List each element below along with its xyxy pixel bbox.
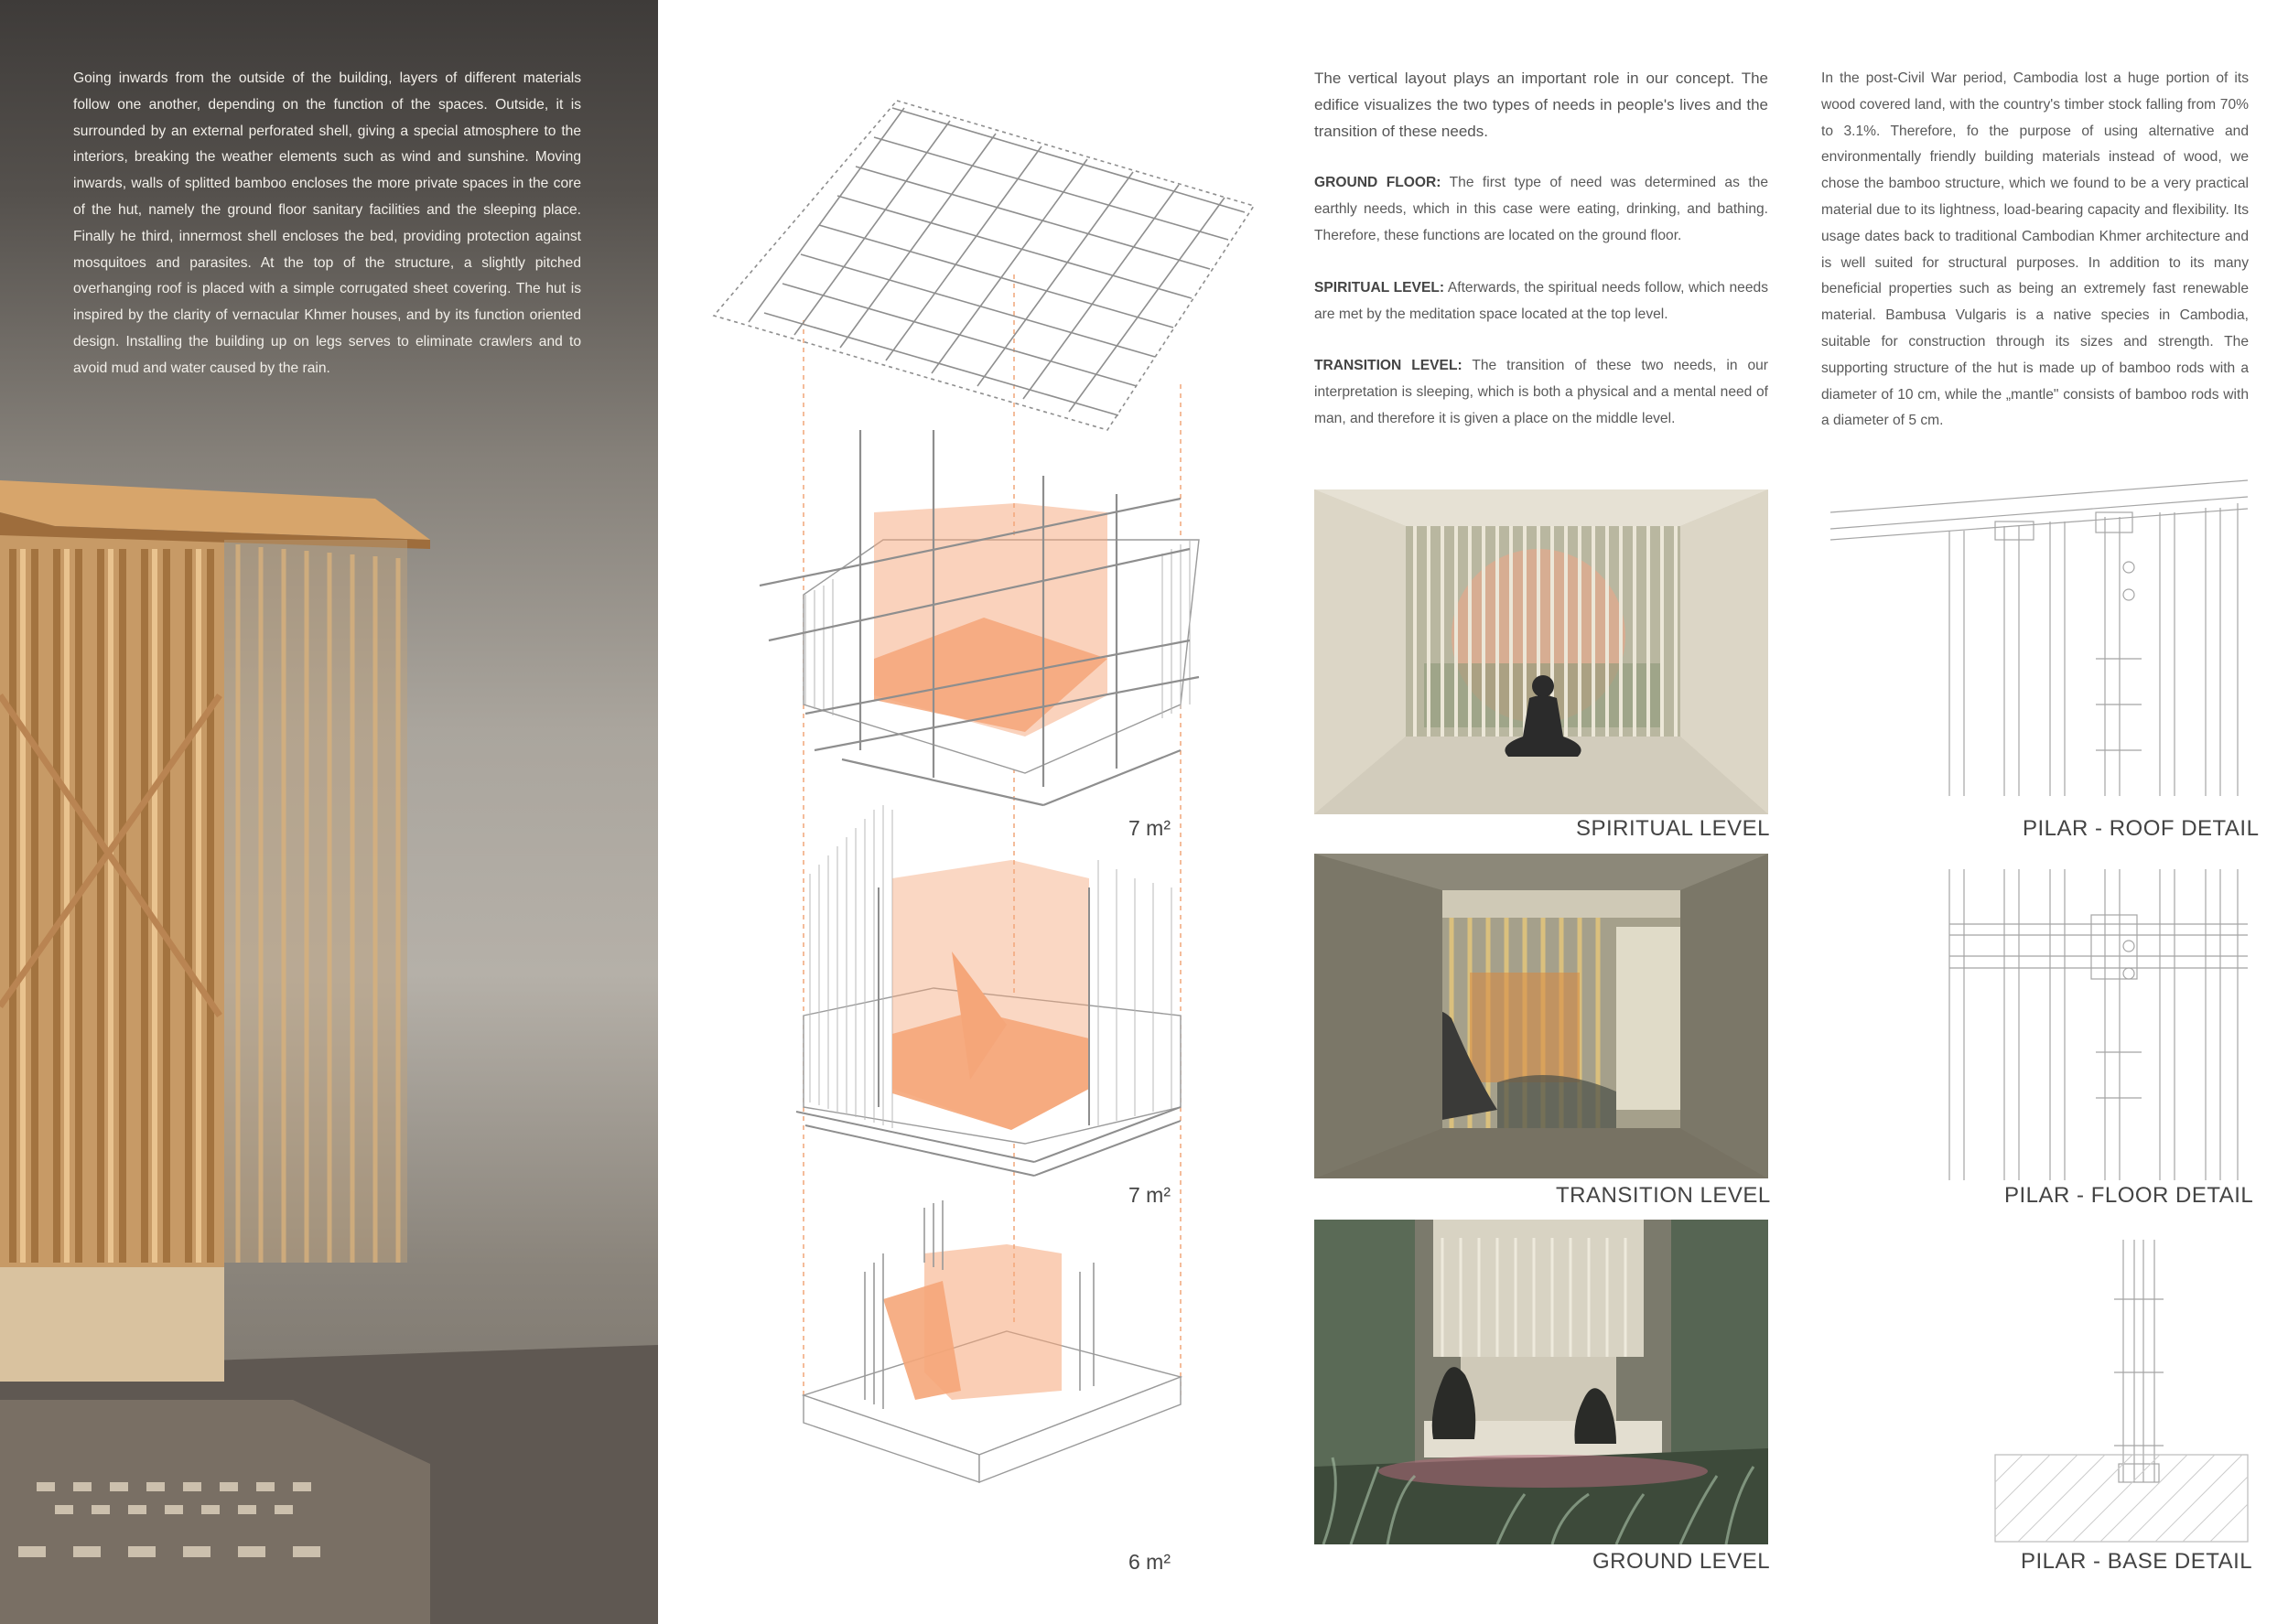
floor-detail-drawing <box>1949 869 2248 1180</box>
transition-level-caption: TRANSITION LEVEL <box>1556 1183 1771 1208</box>
ground-floor-paragraph <box>1314 170 1768 249</box>
transition-level-text: The transition of these two needs, in our interpretation is sleeping, which is both a physical and a mental need of man, and therefore it is given a place on the middle level. <box>1314 358 1768 426</box>
base-detail-caption: PILAR - BASE DETAIL <box>2021 1549 2253 1574</box>
ground-level-caption: GROUND LEVEL <box>1592 1549 1771 1574</box>
area-label-middle: 7 m² <box>1128 1183 1171 1207</box>
roof-layer <box>714 101 1254 430</box>
concept-intro: The vertical layout plays an important role in our concept. The edifice visualizes the two types of needs in people's lives and the transition of these needs. <box>1314 70 1768 140</box>
bamboo-material-text: In the post-Civil War period, Cambodia lost a huge portion of its wood covered land, with the country's timber stock falling from 70% to 3.1%. Therefore, fo the purpose of using alternative and environmentally friendly building materials instead of wood, we chose the bamboo structure, which we found to be a very practical material due to its lightness, load-bearing capacity and flexibility. Its usage dates back to traditional Cambodian Khmer architecture and is well suited for structural purposes. In addition to its many beneficial properties such as being an extremely fast renewable material. Bambusa Vulgaris is a native species in Cambodia, suitable for construction through its sizes and strength. The supporting structure of the hut is made up of bamboo rods with a diameter of 10 cm, while the „mantle" consists of bamboo rods with a diameter of 5 cm. <box>1821 70 2249 429</box>
transition-level-render <box>1314 854 1768 1178</box>
intro-description: Going inwards from the outside of the building, layers of different materials follow one another, depending on the function of the spaces. Outside, it is surrounded by an external perforated shell, giving a special atmosphere to the interiors, breaking the weather elements such as wind and sunshine. Moving inwards, walls of splitted bamboo encloses the more private spaces in the core of the hut, namely the ground floor sanitary facilities and the sleeping place. Finally he third, innermost shell encloses the bed, providing protection against mosquitoes and parasites. At the top of the structure, a slightly pitched overhanging roof is placed with a simple corrugated sheet covering. The hut is inspired by the clarity of vernacular Khmer houses, and by its function oriented design. Installing the building up on legs serves to eliminate crawlers and to avoid mud and water caused by the rain. <box>73 70 581 376</box>
concept-text <box>1314 66 1768 458</box>
spiritual-level-heading: SPIRITUAL LEVEL: <box>1314 279 1445 296</box>
spiritual-level-text: Afterwards, the spiritual needs follow, which needs are met by the meditation space located at the top level. <box>1314 279 1768 322</box>
spiritual-level-paragraph <box>1314 275 1768 328</box>
area-label-bottom: 6 m² <box>1128 1550 1171 1574</box>
foundation-hatch <box>1995 1455 2248 1542</box>
construction-details <box>1821 0 2261 1618</box>
spiritual-level-layer <box>760 430 1199 805</box>
roof-detail-drawing <box>1830 480 2248 796</box>
model-photo-panel <box>0 0 658 1624</box>
ground-floor-text: The first type of need was determined as the earthly needs, which in this case were eating, drinking, and bathing. Therefore, these functions are located on the ground floor. <box>1314 175 1768 243</box>
ground-level-render <box>1314 1220 1768 1544</box>
base-detail-drawing <box>2114 1240 2164 1482</box>
transition-level-layer <box>796 805 1181 1176</box>
floor-detail-caption: PILAR - FLOOR DETAIL <box>2004 1183 2254 1208</box>
transition-level-paragraph <box>1314 353 1768 432</box>
foundation-block <box>1995 1455 2248 1542</box>
roof-detail-caption: PILAR - ROOF DETAIL <box>2023 816 2260 841</box>
ground-floor-heading: GROUND FLOOR: <box>1314 175 1441 191</box>
ground-level-layer <box>804 1200 1181 1482</box>
spiritual-level-render <box>1314 489 1768 814</box>
spiritual-level-caption: SPIRITUAL LEVEL <box>1576 816 1771 841</box>
exploded-axonometric-diagram <box>659 0 1318 1618</box>
area-label-top: 7 m² <box>1128 816 1171 840</box>
transition-level-heading: TRANSITION LEVEL: <box>1314 358 1462 374</box>
